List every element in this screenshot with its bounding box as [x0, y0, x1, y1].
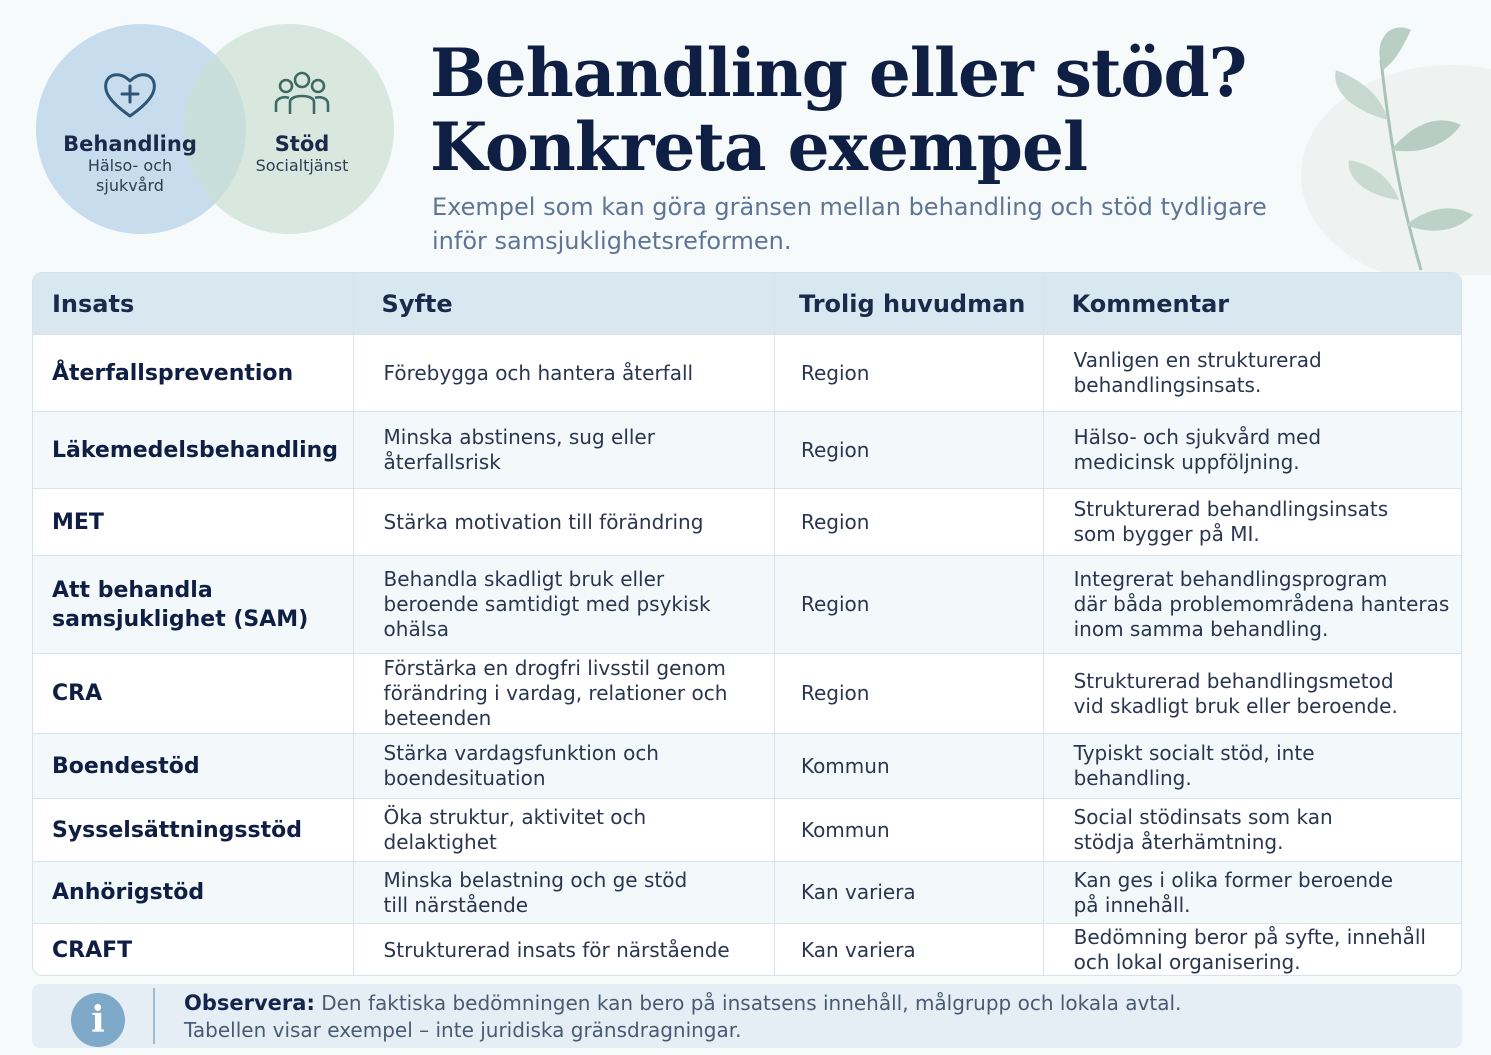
huvudman-cell-line: Kommun: [800, 817, 890, 842]
insats-cell-line: CRA: [52, 681, 103, 706]
note-divider: [153, 988, 155, 1044]
stod-title: Stöd: [274, 132, 330, 156]
header-syfte: Syfte: [354, 273, 775, 334]
insats-cell-line: CRAFT: [52, 937, 133, 963]
kommentar-cell-line: behandling.: [1073, 766, 1192, 790]
note-line-2: Tabellen visar exempel – inte juridiska gränsdragningar.: [184, 1018, 742, 1042]
huvudman-cell: [775, 489, 1044, 555]
stod-sub: Socialtjänst: [255, 156, 349, 175]
kommentar-cell: [1044, 862, 1461, 923]
header-kommentar: Kommentar: [1071, 289, 1230, 318]
syfte-cell-line: Minska abstinens, sug eller: [383, 425, 655, 449]
note-line-1: Den faktiska bedömningen kan bero på insatsens innehåll, målgrupp och lokala avtal.: [321, 991, 1182, 1015]
behandling-label: [36, 66, 224, 196]
examples-table: [32, 272, 1462, 976]
table-row: [33, 734, 1461, 799]
table-row: [33, 654, 1461, 734]
kommentar-cell-line: behandlingsinsats.: [1073, 373, 1262, 397]
syfte-cell-line: förändring i vardag, relationer och: [383, 681, 728, 705]
syfte-cell-line: Behandla skadligt bruk eller: [383, 567, 665, 591]
huvudman-cell: [775, 799, 1044, 861]
page-subtitle: [432, 190, 1292, 258]
header-insats: Insats: [33, 273, 354, 334]
kommentar-cell: [1044, 924, 1461, 976]
insats-cell: [33, 335, 354, 411]
syfte-cell: [354, 862, 775, 923]
syfte-cell-line: till närstående: [383, 892, 529, 917]
syfte-cell-line: återfallsrisk: [383, 450, 501, 474]
huvudman-cell-line: Kan variera: [800, 880, 916, 904]
table-row: [33, 924, 1461, 976]
huvudman-cell: [775, 734, 1044, 798]
huvudman-cell-line: Kan variera: [800, 937, 916, 962]
kommentar-cell-line: på innehåll.: [1073, 892, 1191, 917]
people-icon: [272, 66, 332, 126]
insats-cell: [33, 924, 354, 976]
insats-cell: [33, 862, 354, 923]
insats-cell: [33, 556, 354, 653]
insats-cell: [33, 799, 354, 861]
huvudman-cell-line: Kommun: [800, 753, 890, 778]
subtitle-line-2: inför samsjuklighetsreformen.: [432, 227, 792, 255]
syfte-cell: [354, 654, 775, 733]
kommentar-cell-line: Typiskt socialt stöd, inte: [1073, 741, 1315, 765]
kommentar-cell-line: vid skadligt bruk eller beroende.: [1073, 693, 1398, 718]
kommentar-cell-line: där båda problemområdena hanteras: [1073, 592, 1450, 616]
insats-cell-line: Boendestöd: [52, 753, 200, 779]
subtitle-line-1: Exempel som kan göra gränsen mellan behandling och stöd tydligare: [432, 193, 1267, 221]
huvudman-cell-line: Region: [800, 509, 870, 534]
kommentar-cell-line: Social stödinsats som kan: [1073, 805, 1333, 829]
table-row: [33, 556, 1461, 654]
insats-cell-line: Återfallsprevention: [52, 360, 294, 386]
behandling-title: Behandling: [63, 132, 197, 156]
syfte-cell-line: beteenden: [383, 706, 492, 730]
syfte-cell-line: boendesituation: [383, 766, 546, 790]
kommentar-cell: [1044, 412, 1461, 488]
kommentar-cell-line: Bedömning beror på syfte, innehåll: [1073, 925, 1426, 949]
syfte-cell-line: Öka struktur, aktivitet och: [383, 805, 647, 829]
kommentar-cell: [1044, 654, 1461, 733]
behandling-sub-1: Hälso- och: [87, 156, 173, 175]
huvudman-cell: [775, 335, 1044, 411]
kommentar-cell-line: inom samma behandling.: [1073, 617, 1329, 641]
syfte-cell-line: delaktighet: [383, 830, 497, 854]
kommentar-cell: [1044, 556, 1461, 653]
kommentar-cell-line: Strukturerad behandlingsinsats: [1073, 497, 1389, 521]
huvudman-cell-line: Region: [800, 360, 870, 385]
huvudman-cell-line: Region: [800, 592, 870, 616]
table-row: [33, 335, 1461, 412]
kommentar-cell-line: medicinsk uppföljning.: [1073, 450, 1300, 474]
note-label: Observera:: [184, 991, 315, 1015]
kommentar-cell-line: Vanligen en strukturerad: [1073, 348, 1322, 372]
kommentar-cell: [1044, 489, 1461, 555]
insats-cell-line: Att behandla: [52, 577, 213, 603]
insats-cell: [33, 654, 354, 733]
syfte-cell-line: Stärka vardagsfunktion och: [383, 741, 659, 765]
syfte-cell: [354, 489, 775, 555]
syfte-cell-line: Stärka motivation till förändring: [383, 509, 704, 534]
syfte-cell-line: Förstärka en drogfri livsstil genom: [383, 656, 726, 680]
huvudman-cell: [775, 924, 1044, 976]
table-row: [33, 489, 1461, 556]
page-title: [430, 36, 1290, 184]
table-body: [33, 335, 1461, 976]
insats-cell-line: MET: [52, 509, 104, 535]
table-row: [33, 412, 1461, 489]
kommentar-cell: [1044, 799, 1461, 861]
stod-label: [226, 66, 378, 176]
kommentar-cell-line: Strukturerad behandlingsmetod: [1073, 668, 1394, 693]
title-line-1: Behandling eller stöd?: [430, 34, 1247, 112]
syfte-cell-line: Minska belastning och ge stöd: [383, 867, 688, 892]
info-icon: i: [71, 993, 125, 1047]
kommentar-cell: [1044, 335, 1461, 411]
table-row: [33, 862, 1461, 924]
huvudman-cell-line: Region: [800, 681, 870, 705]
kommentar-cell-line: Integrerat behandlingsprogram: [1073, 567, 1388, 591]
venn-diagram: [36, 24, 396, 236]
kommentar-cell-line: som bygger på MI.: [1073, 522, 1260, 546]
title-line-2: Konkreta exempel: [430, 108, 1088, 186]
insats-cell-line: samsjuklighet (SAM): [52, 606, 309, 632]
kommentar-cell: [1044, 734, 1461, 798]
syfte-cell-line: Förebygga och hantera återfall: [383, 360, 694, 385]
syfte-cell: [354, 412, 775, 488]
syfte-cell-line: ohälsa: [383, 617, 449, 641]
behandling-sub-2: sjukvård: [96, 176, 164, 195]
insats-cell: [33, 734, 354, 798]
insats-cell: [33, 489, 354, 555]
kommentar-cell-line: stödja återhämtning.: [1073, 830, 1284, 854]
syfte-cell-line: Strukturerad insats för närstående: [383, 937, 730, 962]
syfte-cell-line: beroende samtidigt med psykisk: [383, 592, 711, 616]
insats-cell-line: Sysselsättningsstöd: [52, 817, 302, 843]
insats-cell: [33, 412, 354, 488]
kommentar-cell-line: Kan ges i olika former beroende: [1073, 867, 1394, 892]
huvudman-cell: [775, 556, 1044, 653]
kommentar-cell-line: och lokal organisering.: [1073, 950, 1301, 974]
table-header-row: [33, 273, 1461, 335]
header-huvudman: Trolig huvudman: [775, 273, 1044, 334]
huvudman-cell: [775, 654, 1044, 733]
syfte-cell: [354, 924, 775, 976]
huvudman-cell-line: Region: [800, 437, 870, 462]
huvudman-cell: [775, 412, 1044, 488]
insats-cell-line: Anhörigstöd: [52, 880, 205, 905]
syfte-cell: [354, 556, 775, 653]
syfte-cell: [354, 734, 775, 798]
syfte-cell: [354, 335, 775, 411]
huvudman-cell: [775, 862, 1044, 923]
note-box: [32, 984, 1462, 1048]
insats-cell-line: Läkemedelsbehandling: [52, 437, 339, 463]
heart-plus-icon: [100, 66, 160, 126]
note-text: [184, 990, 1181, 1044]
table-row: [33, 799, 1461, 862]
kommentar-cell-line: Hälso- och sjukvård med: [1073, 425, 1322, 449]
syfte-cell: [354, 799, 775, 861]
